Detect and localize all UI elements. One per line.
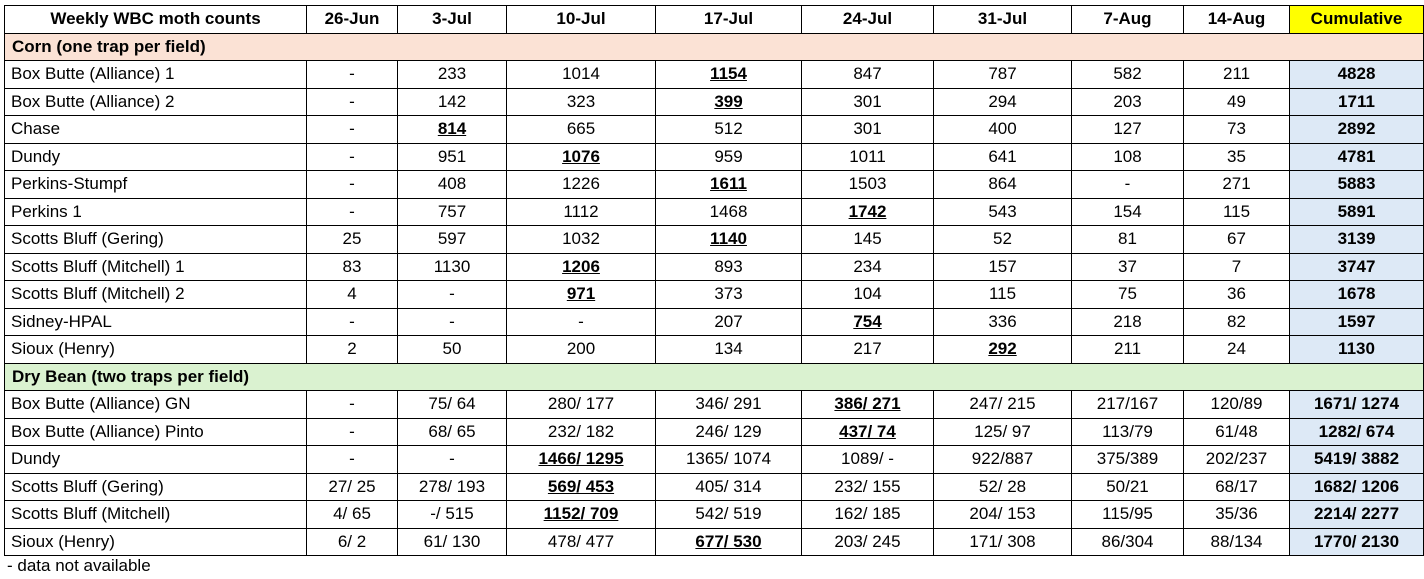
count-cell: 233 (398, 61, 507, 89)
count-cell: 6/ 2 (307, 528, 398, 556)
count-cell: 787 (934, 61, 1072, 89)
count-cell: 68/17 (1184, 473, 1290, 501)
count-cell: - (307, 418, 398, 446)
table-row (5, 88, 1424, 116)
peak-count-cell: 569/ 453 (507, 473, 656, 501)
peak-count-cell: 1742 (802, 198, 934, 226)
header-label: Weekly WBC moth counts (5, 6, 307, 34)
peak-count-cell: 754 (802, 308, 934, 336)
count-cell: 35/36 (1184, 501, 1290, 529)
count-cell: 36 (1184, 281, 1290, 309)
count-cell: 278/ 193 (398, 473, 507, 501)
count-cell: 104 (802, 281, 934, 309)
table-row (5, 501, 1424, 529)
count-cell: 1011 (802, 143, 934, 171)
section-header-row (5, 363, 1424, 391)
count-cell: 1503 (802, 171, 934, 199)
count-cell: 203/ 245 (802, 528, 934, 556)
table-body (5, 33, 1424, 556)
header-row (5, 6, 1424, 34)
count-cell: 346/ 291 (656, 391, 802, 419)
count-cell: 81 (1072, 226, 1184, 254)
cumulative-cell: 3139 (1290, 226, 1424, 254)
count-cell: 202/237 (1184, 446, 1290, 474)
count-cell: 37 (1072, 253, 1184, 281)
header-date: 7-Aug (1072, 6, 1184, 34)
table-row (5, 418, 1424, 446)
location-name: Scotts Bluff (Mitchell) 2 (5, 281, 307, 309)
location-name: Box Butte (Alliance) 2 (5, 88, 307, 116)
count-cell: 142 (398, 88, 507, 116)
count-cell: 1089/ - (802, 446, 934, 474)
count-cell: 280/ 177 (507, 391, 656, 419)
count-cell: 405/ 314 (656, 473, 802, 501)
count-cell: 86/304 (1072, 528, 1184, 556)
count-cell: 127 (1072, 116, 1184, 144)
count-cell: - (398, 446, 507, 474)
location-name: Scotts Bluff (Gering) (5, 473, 307, 501)
count-cell: 50/21 (1072, 473, 1184, 501)
count-cell: 665 (507, 116, 656, 144)
peak-count-cell: 399 (656, 88, 802, 116)
table-row (5, 61, 1424, 89)
count-cell: - (307, 88, 398, 116)
count-cell: 246/ 129 (656, 418, 802, 446)
count-cell: 847 (802, 61, 934, 89)
location-name: Scotts Bluff (Mitchell) (5, 501, 307, 529)
cumulative-cell: 5883 (1290, 171, 1424, 199)
table-row (5, 198, 1424, 226)
count-cell: 200 (507, 336, 656, 364)
count-cell: 61/48 (1184, 418, 1290, 446)
table-row (5, 473, 1424, 501)
location-name: Sioux (Henry) (5, 336, 307, 364)
count-cell: 4/ 65 (307, 501, 398, 529)
cumulative-cell: 1130 (1290, 336, 1424, 364)
count-cell: 959 (656, 143, 802, 171)
count-cell: 247/ 215 (934, 391, 1072, 419)
count-cell: 218 (1072, 308, 1184, 336)
count-cell: 478/ 477 (507, 528, 656, 556)
count-cell: 207 (656, 308, 802, 336)
count-cell: - (307, 198, 398, 226)
count-cell: 301 (802, 116, 934, 144)
count-cell: 951 (398, 143, 507, 171)
location-name: Box Butte (Alliance) 1 (5, 61, 307, 89)
count-cell: 641 (934, 143, 1072, 171)
table-row (5, 116, 1424, 144)
section-title: Corn (one trap per field) (5, 33, 1424, 61)
count-cell: 4 (307, 281, 398, 309)
count-cell: - (307, 391, 398, 419)
table-row (5, 226, 1424, 254)
cumulative-cell: 2892 (1290, 116, 1424, 144)
count-cell: 61/ 130 (398, 528, 507, 556)
peak-count-cell: 1152/ 709 (507, 501, 656, 529)
count-cell: 134 (656, 336, 802, 364)
cumulative-cell: 2214/ 2277 (1290, 501, 1424, 529)
location-name: Sioux (Henry) (5, 528, 307, 556)
cumulative-cell: 1678 (1290, 281, 1424, 309)
count-cell: 25 (307, 226, 398, 254)
table-row (5, 143, 1424, 171)
count-cell: -/ 515 (398, 501, 507, 529)
table-row (5, 253, 1424, 281)
count-cell: 211 (1184, 61, 1290, 89)
location-name: Perkins 1 (5, 198, 307, 226)
location-name: Perkins-Stumpf (5, 171, 307, 199)
count-cell: 2 (307, 336, 398, 364)
count-cell: 24 (1184, 336, 1290, 364)
count-cell: 154 (1072, 198, 1184, 226)
header-date: 31-Jul (934, 6, 1072, 34)
count-cell: 1032 (507, 226, 656, 254)
table-row (5, 446, 1424, 474)
table-row (5, 308, 1424, 336)
count-cell: 375/389 (1072, 446, 1184, 474)
count-cell: 115 (1184, 198, 1290, 226)
count-cell: - (307, 143, 398, 171)
count-cell: 1226 (507, 171, 656, 199)
count-cell: 145 (802, 226, 934, 254)
count-cell: 88/134 (1184, 528, 1290, 556)
cumulative-cell: 1282/ 674 (1290, 418, 1424, 446)
count-cell: - (1072, 171, 1184, 199)
location-name: Scotts Bluff (Mitchell) 1 (5, 253, 307, 281)
cumulative-cell: 4781 (1290, 143, 1424, 171)
count-cell: 1014 (507, 61, 656, 89)
table-row (5, 336, 1424, 364)
count-cell: 323 (507, 88, 656, 116)
count-cell: 271 (1184, 171, 1290, 199)
peak-count-cell: 677/ 530 (656, 528, 802, 556)
count-cell: 217 (802, 336, 934, 364)
table-row (5, 281, 1424, 309)
count-cell: 1112 (507, 198, 656, 226)
cumulative-cell: 5891 (1290, 198, 1424, 226)
count-cell: 922/887 (934, 446, 1072, 474)
count-cell: 83 (307, 253, 398, 281)
peak-count-cell: 292 (934, 336, 1072, 364)
header-cumulative: Cumulative (1290, 6, 1424, 34)
count-cell: 157 (934, 253, 1072, 281)
moth-count-table-container (4, 5, 1424, 556)
cumulative-cell: 1711 (1290, 88, 1424, 116)
count-cell: 75 (1072, 281, 1184, 309)
count-cell: 162/ 185 (802, 501, 934, 529)
count-cell: - (398, 281, 507, 309)
count-cell: 232/ 182 (507, 418, 656, 446)
peak-count-cell: 1154 (656, 61, 802, 89)
header-date: 17-Jul (656, 6, 802, 34)
location-name: Box Butte (Alliance) GN (5, 391, 307, 419)
count-cell: 512 (656, 116, 802, 144)
count-cell: 67 (1184, 226, 1290, 254)
cumulative-cell: 1671/ 1274 (1290, 391, 1424, 419)
peak-count-cell: 437/ 74 (802, 418, 934, 446)
count-cell: - (307, 308, 398, 336)
count-cell: - (398, 308, 507, 336)
count-cell: 203 (1072, 88, 1184, 116)
count-cell: 73 (1184, 116, 1290, 144)
count-cell: 75/ 64 (398, 391, 507, 419)
section-header-row (5, 33, 1424, 61)
count-cell: 301 (802, 88, 934, 116)
count-cell: - (307, 446, 398, 474)
location-name: Chase (5, 116, 307, 144)
peak-count-cell: 814 (398, 116, 507, 144)
location-name: Scotts Bluff (Gering) (5, 226, 307, 254)
count-cell: 408 (398, 171, 507, 199)
count-cell: 108 (1072, 143, 1184, 171)
header-date: 3-Jul (398, 6, 507, 34)
cumulative-cell: 1682/ 1206 (1290, 473, 1424, 501)
count-cell: 52/ 28 (934, 473, 1072, 501)
peak-count-cell: 1611 (656, 171, 802, 199)
location-name: Dundy (5, 446, 307, 474)
count-cell: 1365/ 1074 (656, 446, 802, 474)
count-cell: 542/ 519 (656, 501, 802, 529)
count-cell: 597 (398, 226, 507, 254)
location-name: Dundy (5, 143, 307, 171)
count-cell: 35 (1184, 143, 1290, 171)
count-cell: 68/ 65 (398, 418, 507, 446)
count-cell: 864 (934, 171, 1072, 199)
moth-count-table (4, 5, 1424, 556)
count-cell: 115/95 (1072, 501, 1184, 529)
peak-count-cell: 971 (507, 281, 656, 309)
cumulative-cell: 1597 (1290, 308, 1424, 336)
peak-count-cell: 1140 (656, 226, 802, 254)
count-cell: 217/167 (1072, 391, 1184, 419)
location-name: Box Butte (Alliance) Pinto (5, 418, 307, 446)
count-cell: 211 (1072, 336, 1184, 364)
location-name: Sidney-HPAL (5, 308, 307, 336)
count-cell: 171/ 308 (934, 528, 1072, 556)
count-cell: - (307, 171, 398, 199)
count-cell: 27/ 25 (307, 473, 398, 501)
header-date: 14-Aug (1184, 6, 1290, 34)
count-cell: 232/ 155 (802, 473, 934, 501)
table-row (5, 391, 1424, 419)
count-cell: 373 (656, 281, 802, 309)
count-cell: - (307, 61, 398, 89)
count-cell: 543 (934, 198, 1072, 226)
count-cell: 893 (656, 253, 802, 281)
count-cell: 52 (934, 226, 1072, 254)
count-cell: 1130 (398, 253, 507, 281)
count-cell: 400 (934, 116, 1072, 144)
count-cell: 1468 (656, 198, 802, 226)
header-date: 24-Jul (802, 6, 934, 34)
peak-count-cell: 386/ 271 (802, 391, 934, 419)
count-cell: 234 (802, 253, 934, 281)
count-cell: 336 (934, 308, 1072, 336)
count-cell: 204/ 153 (934, 501, 1072, 529)
count-cell: 49 (1184, 88, 1290, 116)
count-cell: - (507, 308, 656, 336)
cumulative-cell: 1770/ 2130 (1290, 528, 1424, 556)
peak-count-cell: 1466/ 1295 (507, 446, 656, 474)
count-cell: 582 (1072, 61, 1184, 89)
peak-count-cell: 1076 (507, 143, 656, 171)
cumulative-cell: 5419/ 3882 (1290, 446, 1424, 474)
header-date: 10-Jul (507, 6, 656, 34)
cumulative-cell: 4828 (1290, 61, 1424, 89)
table-row (5, 528, 1424, 556)
count-cell: 113/79 (1072, 418, 1184, 446)
table-row (5, 171, 1424, 199)
header-date: 26-Jun (307, 6, 398, 34)
count-cell: 115 (934, 281, 1072, 309)
count-cell: 7 (1184, 253, 1290, 281)
count-cell: 120/89 (1184, 391, 1290, 419)
footnote: - data not available (7, 556, 151, 575)
count-cell: 125/ 97 (934, 418, 1072, 446)
section-title: Dry Bean (two traps per field) (5, 363, 1424, 391)
cumulative-cell: 3747 (1290, 253, 1424, 281)
count-cell: 294 (934, 88, 1072, 116)
count-cell: - (307, 116, 398, 144)
peak-count-cell: 1206 (507, 253, 656, 281)
count-cell: 82 (1184, 308, 1290, 336)
count-cell: 50 (398, 336, 507, 364)
count-cell: 757 (398, 198, 507, 226)
